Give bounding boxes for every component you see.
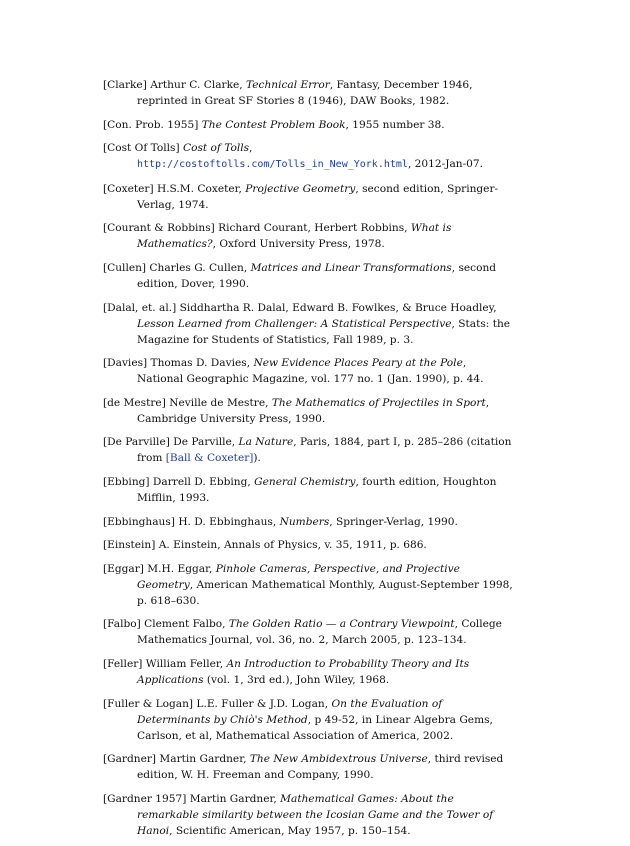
citation-title: Numbers	[279, 515, 330, 528]
citation-text: [Courant & Robbins] Richard Courant, Herbert Robbins,	[103, 222, 411, 235]
citation-text: , Fantasy, December 1946, reprinted in Great SF Stories 8 (1946), DAW Books, 1982.	[137, 79, 473, 107]
bibliography-list	[103, 77, 515, 846]
citation-text: , Paris, 1884, part I, p. 285–286 (citation from	[137, 436, 512, 465]
citation-title: Technical Error	[246, 79, 330, 91]
citation-text: [Cullen] Charles G. Cullen,	[103, 261, 251, 274]
citation-text: , 1955 number 38.	[345, 118, 445, 131]
citation-text: [Ebbing] Darrell D. Ebbing,	[103, 475, 255, 488]
citation-text: , Springer-Verlag, 1990.	[329, 515, 458, 528]
bibliography-entry	[103, 395, 515, 427]
citation-text: , American Mathematical Monthly, August-September 1998, p. 618–630.	[137, 578, 513, 607]
url-link[interactable]: http://costoftolls.com/Tolls_in_New_York.html	[137, 159, 408, 171]
citation-text: [Dalal, et. al.] Siddhartha R. Dalal, Edward B. Fowlkes, & Bruce Hoadley,	[103, 301, 497, 314]
citation-title: The Contest Problem Book	[201, 118, 346, 131]
citation-text: [Einstein] A. Einstein, Annals of Physics, v. 35, 1911, p. 686.	[103, 539, 427, 552]
bibliography-entry	[103, 117, 515, 133]
bibliography-entry	[103, 220, 515, 252]
citation-text: [De Parville] De Parville,	[103, 436, 239, 449]
bibliography-entry	[103, 514, 515, 530]
bibliography-entry	[103, 616, 515, 648]
bibliography-entry	[103, 434, 515, 466]
citation-title: The New Ambidextrous Universe	[249, 753, 428, 766]
citation-text: [Falbo] Clement Falbo,	[103, 618, 229, 631]
citation-title: An Introduction to Probability Theory and Its Applications	[137, 657, 470, 686]
citation-text: , 2012-Jan-07.	[407, 158, 484, 171]
cross-reference-link[interactable]: [Ball & Coxeter]	[165, 452, 254, 465]
citation-text: [Feller] William Feller,	[103, 657, 227, 670]
bibliography-entry	[103, 300, 515, 348]
citation-text: , fourth edition, Houghton Mifflin, 1993.	[137, 475, 497, 504]
bibliography-entry	[103, 355, 515, 387]
citation-text: , Stats: the Magazine for Students of Statistics, Fall 1989, p. 3.	[137, 317, 511, 346]
citation-text: , College Mathematics Journal, vol. 36, no. 2, March 2005, p. 123–134.	[137, 618, 502, 647]
bibliography-entry	[103, 77, 515, 109]
citation-text: [Ebbinghaus] H. D. Ebbinghaus,	[103, 515, 280, 528]
citation-title: The Mathematics of Projectiles in Sport	[271, 396, 486, 409]
citation-text: , Scientific American, May 1957, p. 150–154.	[169, 824, 411, 837]
citation-title: Mathematical Games: About the remarkable similarity between the Icosian Game and the Tower of Hanoi	[137, 792, 494, 837]
citation-title: Matrices and Linear Transformations	[250, 261, 452, 274]
citation-title: General Chemistry	[254, 475, 356, 488]
citation-text: [Gardner] Martin Gardner,	[103, 753, 250, 766]
citation-text: [Con. Prob. 1955]	[103, 118, 202, 131]
citation-text: [de Mestre] Neville de Mestre,	[103, 396, 272, 409]
citation-text: (vol. 1, 3rd ed.), John Wiley, 1968.	[203, 673, 390, 686]
citation-text: [Fuller & Logan] L.E. Fuller & J.D. Logan,	[103, 697, 332, 710]
citation-title: Projective Geometry	[245, 182, 356, 195]
citation-text: [Clarke] Arthur C. Clarke,	[103, 79, 247, 91]
citation-title: What is Mathematics?	[137, 222, 452, 251]
citation-text: [Eggar] M.H. Eggar,	[103, 562, 216, 575]
citation-title: New Evidence Places Peary at the Pole	[253, 357, 463, 370]
bibliography-entry	[103, 751, 515, 783]
citation-text: [Cost Of Tolls]	[103, 142, 183, 155]
bibliography-entry	[103, 561, 515, 609]
citation-title: The Golden Ratio — a Contrary Viewpoint	[228, 618, 455, 631]
citation-text: [Coxeter] H.S.M. Coxeter,	[103, 182, 246, 195]
citation-text: , Cambridge University Press, 1990.	[137, 396, 490, 425]
citation-title: Cost of Tolls	[183, 142, 250, 155]
bibliography-entry	[103, 537, 515, 553]
citation-text: , Oxford University Press, 1978.	[212, 238, 385, 251]
bibliography-entry	[103, 260, 515, 292]
citation-title: On the Evaluation of Determinants by Chiò's Method	[137, 697, 443, 726]
citation-text: ).	[253, 452, 261, 465]
citation-title: La Nature	[238, 436, 294, 449]
bibliography-entry	[103, 181, 515, 213]
citation-text: [Gardner 1957] Martin Gardner,	[103, 792, 281, 805]
bibliography-entry	[103, 140, 515, 173]
citation-text: , p 49-52, in Linear Algebra Gems, Carlson, et al, Mathematical Association of America, 2002.	[137, 713, 493, 742]
citation-title: Pinhole Cameras, Perspective, and Projective Geometry	[137, 562, 460, 591]
citation-text: , National Geographic Magazine, vol. 177 no. 1 (Jan. 1990), p. 44.	[137, 357, 484, 386]
citation-text: , second edition, Springer-Verlag, 1974.	[137, 182, 499, 211]
bibliography-entry	[103, 474, 515, 506]
bibliography-entry	[103, 791, 515, 839]
citation-text: , second edition, Dover, 1990.	[137, 261, 497, 290]
citation-text: , third revised edition, W. H. Freeman and Company, 1990.	[137, 753, 504, 782]
citation-text: [Davies] Thomas D. Davies,	[103, 357, 254, 370]
citation-text: ,	[249, 142, 253, 155]
citation-title: Lesson Learned from Challenger: A Statistical Perspective	[137, 317, 452, 330]
bibliography-entry	[103, 696, 515, 744]
bibliography-entry	[103, 656, 515, 688]
